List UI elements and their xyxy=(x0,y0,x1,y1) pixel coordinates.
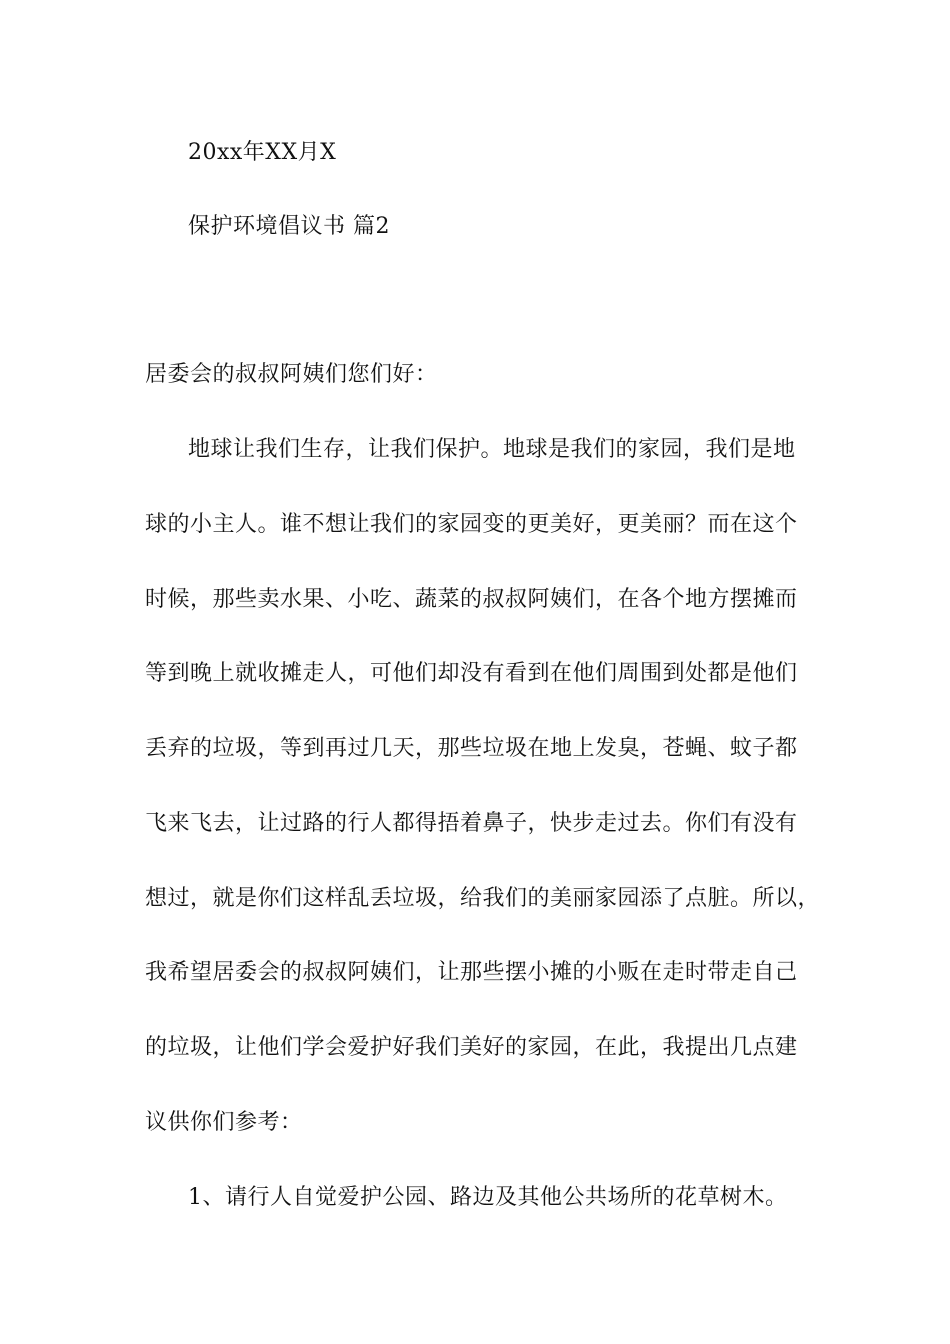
suggestion-item: 1、请行人自觉爱护公园、路边及其他公共场所的花草树木。 xyxy=(188,1185,788,1210)
body-line: 想过，就是你们这样乱丢垃圾，给我们的美丽家园添了点脏。所以， xyxy=(145,886,821,911)
body-line: 地球让我们生存，让我们保护。地球是我们的家园，我们是地 xyxy=(188,437,796,462)
body-line: 议供你们参考： xyxy=(145,1110,303,1135)
body-line: 时候，那些卖水果、小吃、蔬菜的叔叔阿姨们，在各个地方摆摊而 xyxy=(145,587,798,612)
body-line: 飞来飞去，让过路的行人都得捂着鼻子，快步走过去。你们有没有 xyxy=(145,811,798,836)
body-line: 等到晚上就收摊走人，可他们却没有看到在他们周围到处都是他们 xyxy=(145,661,798,686)
body-line: 丢弃的垃圾，等到再过几天，那些垃圾在地上发臭，苍蝇、蚊子都 xyxy=(145,736,798,761)
section-heading: 保护环境倡议书 篇2 xyxy=(188,214,390,239)
body-line: 的垃圾，让他们学会爱护好我们美好的家园，在此，我提出几点建 xyxy=(145,1035,798,1060)
salutation: 居委会的叔叔阿姨们您们好： xyxy=(145,362,438,387)
body-line: 我希望居委会的叔叔阿姨们，让那些摆小摊的小贩在走时带走自己 xyxy=(145,960,798,985)
body-line: 球的小主人。谁不想让我们的家园变的更美好，更美丽？而在这个 xyxy=(145,512,798,537)
date-line: 20xx年XX月X xyxy=(188,140,337,165)
